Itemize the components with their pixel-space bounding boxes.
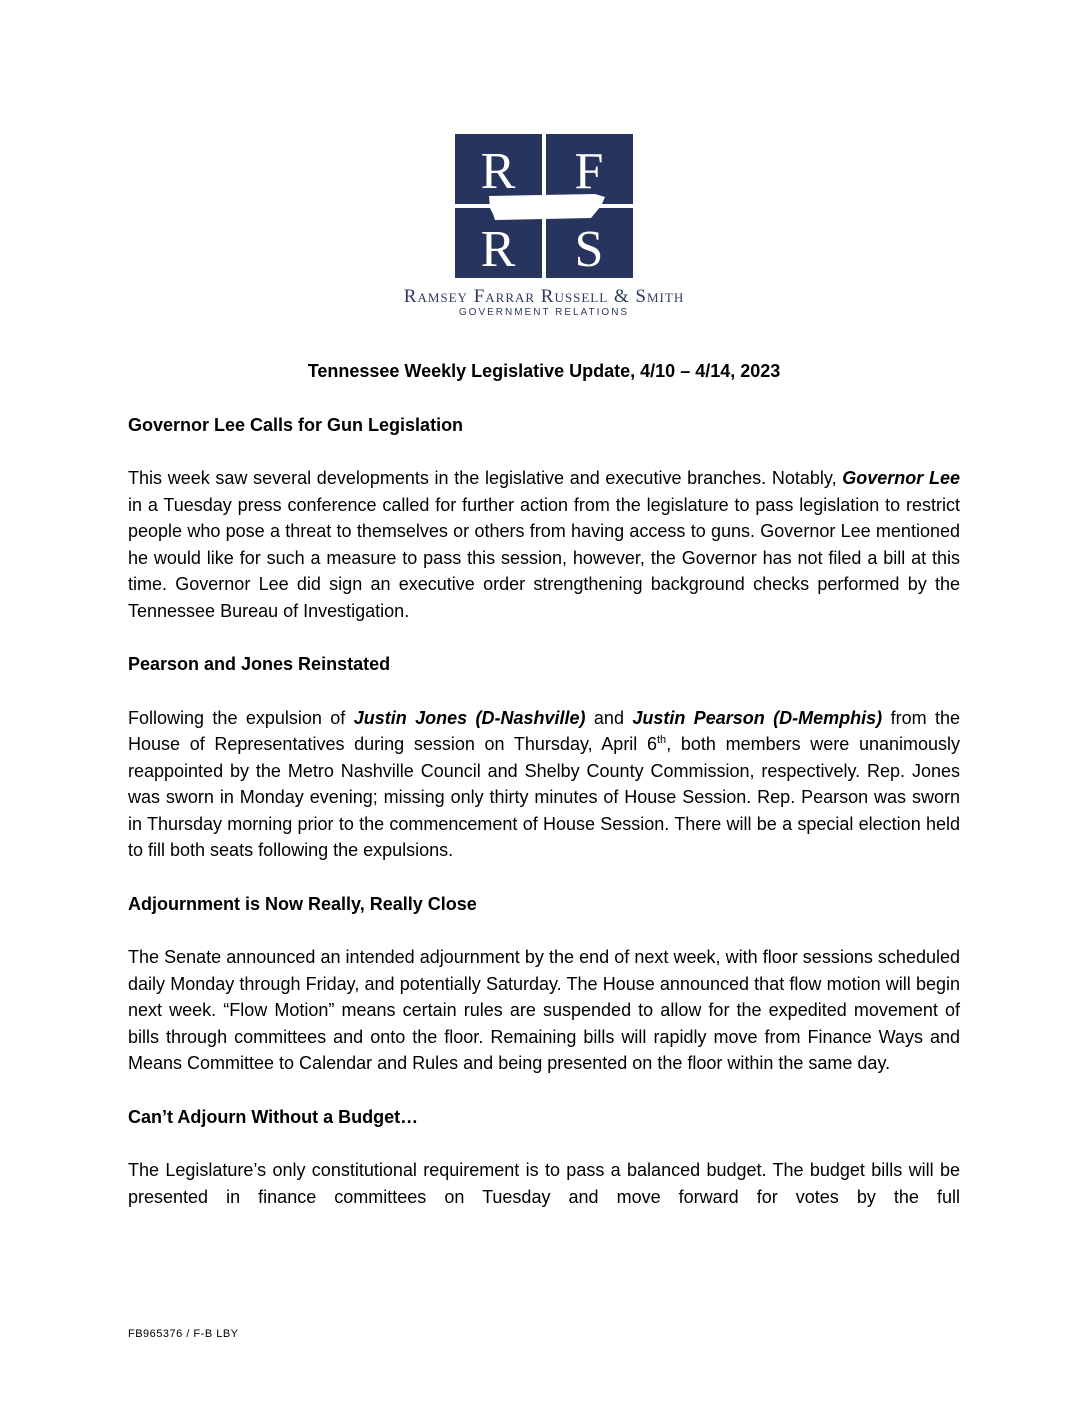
text-run: , both members were unanimously reappointed by the Metro Nashville Council and Shelby County Commission, respectively. Rep. Jones was sworn in Monday evening; missing only thirty minutes of House Session. Rep. Pearson was sworn in Thursday morning prior to the commencement of House Session. There will be a special election held to fill both seats following the expulsions. xyxy=(128,734,961,860)
text-run: in a Tuesday press conference called for further action from the legislature to pass legislation to restrict people who pose a threat to themselves or others from having access to guns. Governor Lee mentioned he would like for such a measure to pass this session, however, the Governor has not filed a bill at this time. Governor Lee did sign an executive order strengthening background checks performed by the Tennessee Bureau of Investigation. xyxy=(128,494,960,621)
text-run: and xyxy=(585,707,633,728)
firm-subtitle: GOVERNMENT RELATIONS xyxy=(458,307,630,318)
superscript: th xyxy=(657,734,667,746)
section-heading-reinstated: Pearson and Jones Reinstated xyxy=(128,654,391,674)
text-run: from the House of Representatives during session on Thursday, April 6 xyxy=(128,707,960,754)
text-run: Following the expulsion of xyxy=(128,707,354,728)
logo-letter-f: F xyxy=(574,143,604,200)
footer-doc-id: FB965376 / F-B LBY xyxy=(128,1328,239,1340)
bold-name: Justin Pearson (D-Memphis) xyxy=(632,707,883,728)
firm-name: Ramsey Farrar Russell & Smith xyxy=(403,286,685,307)
firm-logo xyxy=(455,134,633,278)
section-heading-budget: Can’t Adjourn Without a Budget… xyxy=(128,1106,419,1127)
text-run: This week saw several developments in the legislative and executive branches. Notably, xyxy=(128,468,843,488)
bold-name: Governor Lee xyxy=(842,468,960,488)
section-heading-adjournment: Adjournment is Now Really, Really Close xyxy=(128,893,477,914)
logo-letter-s: S xyxy=(574,221,604,278)
rfrs-logo-mark xyxy=(455,134,633,278)
paragraph-budget: The Legislature’s only constitutional requirement is to pass a balanced budget. The budget bills will be presented in finance committees on Tuesday and move forward for votes by the full xyxy=(128,1160,960,1207)
document-title: Tennessee Weekly Legislative Update, 4/10 – 4/14, 2023 xyxy=(307,361,781,381)
logo-letter-r1: R xyxy=(480,143,516,200)
section-heading-gun-legislation: Governor Lee Calls for Gun Legislation xyxy=(128,414,464,435)
paragraph-adjournment: The Senate announced an intended adjournment by the end of next week, with floor sessions scheduled daily Monday through Friday, and potentially Saturday. The House announced that flow motion will begin next week. “Flow Motion” means certain rules are suspended to allow for the expedited movement of bills through committees and onto the floor. Remaining bills will rapidly move from Finance Ways and Means Committee to Calendar and Rules and being presented on the floor within the same day. xyxy=(128,947,960,1073)
logo-letter-r2: R xyxy=(480,221,516,278)
bold-name: Justin Jones (D-Nashville) xyxy=(353,707,586,728)
document-body xyxy=(128,358,960,1237)
paragraph-reinstated xyxy=(128,705,960,864)
paragraph-gun-legislation xyxy=(128,465,960,624)
